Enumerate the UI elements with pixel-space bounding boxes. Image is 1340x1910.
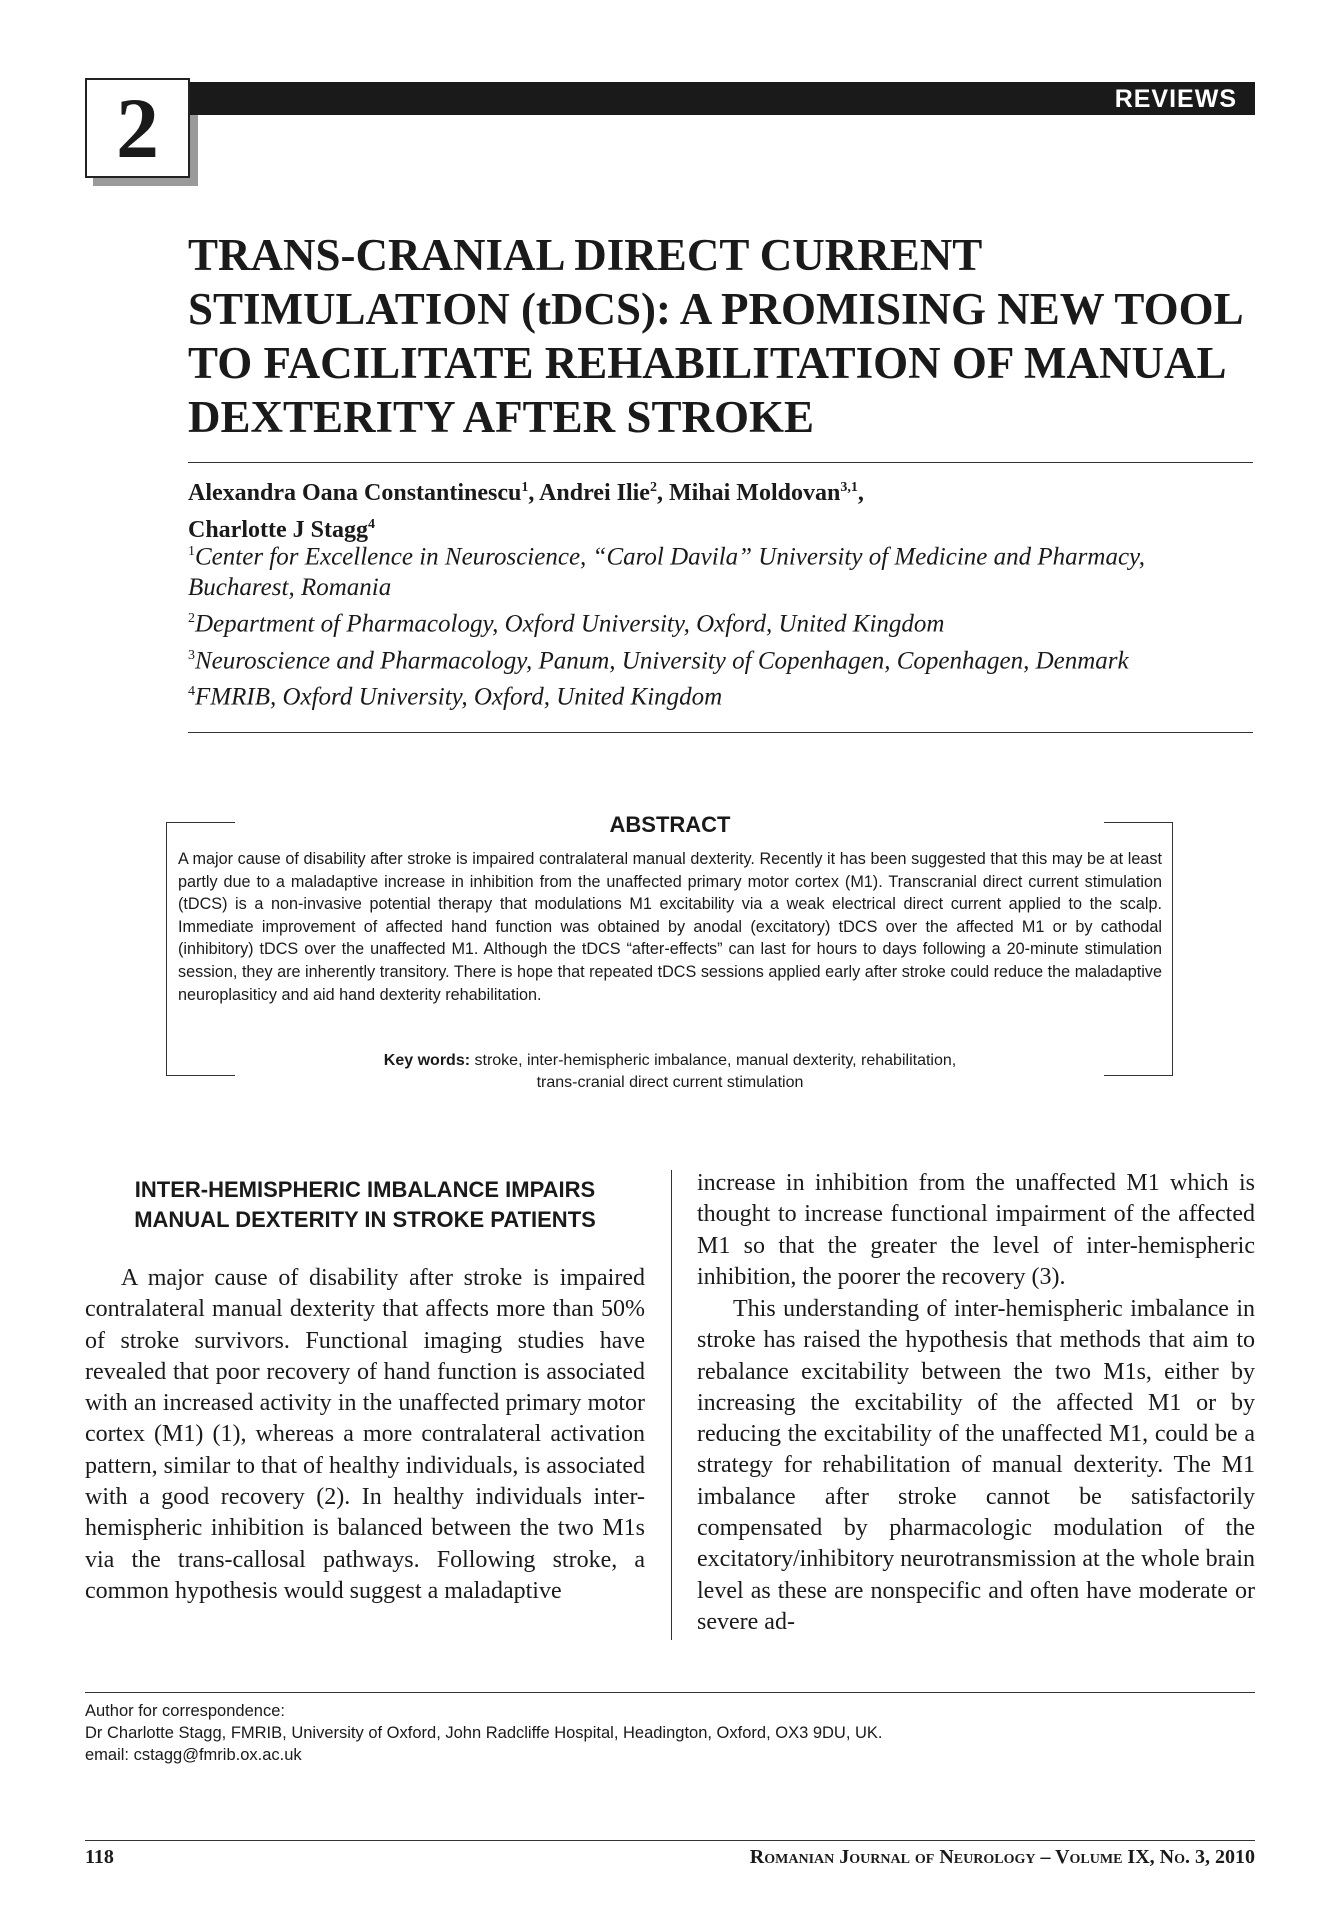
page-number: 118 xyxy=(85,1846,114,1868)
author-name: Mihai Moldovan xyxy=(668,480,841,506)
correspondence-address: Dr Charlotte Stagg, FMRIB, University of Oxford, John Radcliffe Hospital, Headington, Oxford, OX3 9DU, UK. xyxy=(85,1724,883,1742)
correspondence-email: email: cstagg@fmrib.ox.ac.uk xyxy=(85,1746,302,1764)
body-paragraph-left: A major cause of disability after stroke is impaired contralateral manual dexterity that affects more than 50% of stroke survivors. Functional imaging studies have revealed that poor recovery of hand function is associated with an increased activity in the unaffected primary motor cortex (M1) (1), whereas a more contralateral activation pattern, similar to that of healthy individuals, is associated with a good recovery (2). In healthy individuals inter-hemispheric inhibition is balanced between the two M1s via the trans-callosal pathways. Following stroke, a common hypothesis would suggest a maladaptive xyxy=(85,1265,645,1604)
keywords xyxy=(166,1050,1174,1094)
header-bar xyxy=(190,82,1255,115)
author-name: Alexandra Oana Constantinescu xyxy=(188,480,522,506)
column-divider xyxy=(671,1170,672,1640)
keywords-line-1: stroke, inter-hemispheric imbalance, manual dexterity, rehabilitation, xyxy=(474,1052,957,1069)
footer-divider xyxy=(85,1840,1255,1841)
abstract-heading: ABSTRACT xyxy=(609,812,731,837)
correspondence-divider xyxy=(85,1692,1255,1693)
chapter-number: 2 xyxy=(116,80,159,176)
affiliation: $^1$Center for Excellence in Neuroscience, “Carol Davila” University of Medicine and Pharmacy, Bucharest, Romania xyxy=(188,543,1146,602)
article-title: TRANS-CRANIAL DIRECT CURRENT STIMULATION (tDCS): A PROMISING NEW TOOL TO FACILITATE REHABILITATION OF MANUAL DEXTERITY AFTER STROKE xyxy=(188,230,1242,442)
chapter-number-box xyxy=(85,78,190,178)
correspondence xyxy=(85,1700,1255,1766)
author-sup: 2 xyxy=(649,480,657,495)
affiliation: $^3$Neuroscience and Pharmacology, Panum, University of Copenhagen, Copenhagen, Denmark xyxy=(188,646,1129,674)
affiliation: $^4$FMRIB, Oxford University, Oxford, United Kingdom xyxy=(188,683,723,711)
affiliation-list xyxy=(188,536,1253,712)
body-paragraph-right-1: increase in inhibition from the unaffected M1 which is thought to increase functional impairment of the affected M1 so that the greater the level of inter-hemispheric inhibition, the poorer the recovery (3). xyxy=(697,1170,1255,1290)
affiliation: $^2$Department of Pharmacology, Oxford University, Oxford, United Kingdom xyxy=(188,610,945,638)
keywords-label: Key words: xyxy=(383,1052,471,1069)
author-sup: 4 xyxy=(367,517,375,532)
journal-citation: Romanian Journal of Neurology – Volume IX, No. 3, 2010 xyxy=(749,1846,1255,1868)
correspondence-label: Author for correspondence: xyxy=(85,1702,285,1720)
section-label: REVIEWS xyxy=(1114,85,1237,113)
author-sup: 3,1 xyxy=(840,480,858,495)
affiliation-divider xyxy=(188,732,1253,733)
author-sup: 1 xyxy=(521,480,529,495)
author-name: Charlotte J Stagg xyxy=(188,517,368,543)
body-paragraph-right-2: This understanding of inter-hemispheric imbalance in stroke has raised the hypothesis that methods that aim to rebalance excitability between the two M1s, either by increasing the excitability of the affected M1 or by reducing the excitability of the unaffected M1, could be a strategy for rehabilitation of manual dexterity. The M1 imbalance after stroke cannot be satisfactorily compensated by pharmacologic modulation of the excitatory/inhibitory neurotransmission at the whole brain level as these are nonspecific and often have moderate or severe ad- xyxy=(697,1296,1255,1635)
section-heading: INTER-HEMISPHERIC IMBALANCE IMPAIRS MANUAL DEXTERITY IN STROKE PATIENTS xyxy=(134,1177,596,1232)
author-name: Andrei Ilie xyxy=(539,480,650,506)
keywords-line-2: trans-cranial direct current stimulation xyxy=(536,1074,804,1091)
abstract-text: A major cause of disability after stroke is impaired contralateral manual dexterity. Recently it has been suggested that this may be at least partly due to a maladaptive increase in inhibition from the unaffected primary motor cortex (M1). Transcranial direct current stimulation (tDCS) is a non-invasive potential therapy that modulations M1 excitability via a weak electrical direct current applied to the scalp. Immediate improvement of affected hand function was obtained by anodal (excitatory) tDCS over the affected M1 or by cathodal (inhibitory) tDCS over the unaffected M1. Although the tDCS “after-effects” can last for hours to days following a 20-minute stimulation session, they are inherently transitory. There is hope that repeated tDCS sessions applied early after stroke could reduce the maladaptive neuroplasiticy and aid hand dexterity rehabilitation. xyxy=(178,850,1162,1004)
author-list: Alexandra Oana Constantinescu$^1$, Andrei Ilie$^2$, Mihai Moldovan$^{3,1}$, Charlotte J Stagg$^4$ xyxy=(188,480,864,543)
title-divider xyxy=(188,462,1253,463)
